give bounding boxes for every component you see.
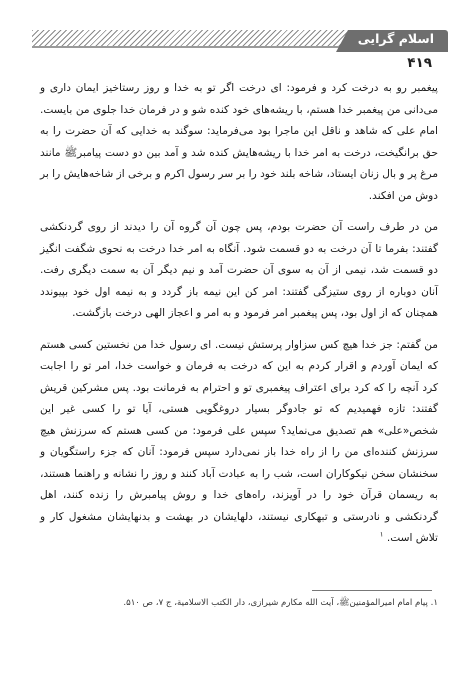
footnote: ۱. پیام امام امیرالمؤمنینﷺ، آیت الله مکارم شیرازی، دار الکتب الاسلامیة، ج ۷، ص ۵۱۰. bbox=[123, 598, 438, 608]
paragraph-3 bbox=[40, 335, 438, 550]
paragraph-1: پیغمبر رو به درخت کرد و فرمود: ای درخت اگر تو به خدا و روز رستاخیز ایمان داری و می‌دانی من پیغمبر خدا هستم، با ریشه‌های خود کنده شو و در فرمان خدا جلوی من بایست. امام علی که شاهد و ناقل این ماجرا بود می‌فرماید: سوگند به خدایی که آن حضرت را به حق برانگیخت، درخت به امر خدا با ریشه‌هایش کنده شد و آمد بین دو دست پیامبرﷺ مانند مرغ پر و بال زنان ایستاد، شاخه بلند خود را بر سر رسول اکرم و برخی از شاخه‌هایش را بر دوش من افکند. bbox=[40, 82, 438, 202]
running-header bbox=[32, 30, 448, 48]
header-title: اسلام گرایی bbox=[357, 31, 434, 46]
header-decorative-stripes bbox=[32, 30, 362, 48]
body-text bbox=[40, 78, 438, 560]
paragraph-2: من در طرف راست آن حضرت بودم، پس چون آن گروه آن را دیدند از روی گردنکشی گفتند: بفرما تا آن درخت به دو قسمت شود. آنگاه به امر خدا درخت به نحوی شگفت انگیز دو قسمت شد، نیمی از آن به سوی آن حضرت آمد و نیم دیگر آن به سمت دیگری رفت. آنان دوباره از روی ستیزگی گفتند: امر کن این نیمه باز گردد و به نیمه اول خود بپیوندد همچنان که از اول بود، پس پیغمبر امر فرمود و به امر و اعجاز الهی درخت بازگشت. bbox=[40, 221, 438, 319]
page-number: ۴۱۹ bbox=[407, 55, 432, 71]
footnote-reference: ۱ bbox=[379, 530, 384, 539]
footnote-separator bbox=[312, 590, 432, 591]
paragraph-3-text: من گفتم: جز خدا هیچ کس سزاوار پرستش نیست. ای رسول خدا من نخستین کسی هستم که ایمان آوردم و اقرار کردم به این که درخت به فرمان و خواست خدا، امر تو را اجابت کرد آنچه را که کرد برای اعتراف پیغمبری تو و احترام به فرمانت بود. پس مشرکین قریش گفتند: تازه فهمیدیم که تو جادوگر بسیار دروغگویی هستی، آیا تو را کسی غیر این شخص«علی» هم تصدیق می‌نماید؟ سپس علی فرمود: من کسی هستم که سرزنش هیچ سرزنش کننده‌ای من را از راه خدا باز نمی‌دارد سپس فرمود: آنان که جزء راستگویان و سخنشان سخن نیکوکاران است، شب را به عبادت آباد کنند و روز را نشانه و راهنما هستند، به ریسمان قرآن خود را در آویزند، راه‌های خدا و روش پیامبرش را زنده کنند، اهل گردنکشی و نادرستی و تبهکاری نیستند، دلهایشان در بهشت و بدنهایشان مشغول کار و تلاش است. bbox=[40, 338, 438, 544]
